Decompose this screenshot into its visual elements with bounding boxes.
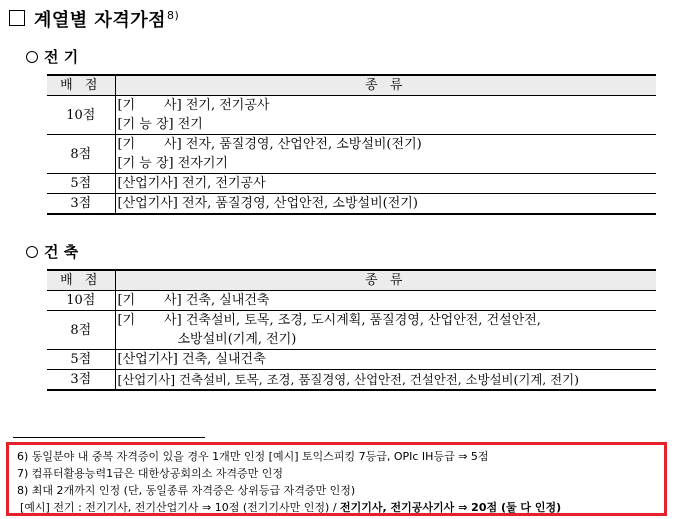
type-line bbox=[118, 135, 655, 154]
circle-bullet-icon bbox=[26, 51, 38, 63]
category-label: [산업기사] bbox=[117, 196, 178, 211]
example-bold: 전기기사, 전기공사기사 ⇒ 20점 (둘 다 인정) bbox=[340, 501, 562, 514]
type-line bbox=[118, 370, 655, 389]
section-heading-text: 전 기 bbox=[44, 48, 79, 66]
header-type: 종 류 bbox=[115, 75, 656, 96]
score-cell: 10점 bbox=[47, 291, 115, 311]
type-cell bbox=[115, 291, 656, 311]
qualification-list: 전기, 전기공사 bbox=[182, 176, 266, 191]
table-row bbox=[47, 291, 656, 311]
qualification-list: 건축설비, 토목, 조경, 품질경영, 산업안전, 건설안전, 소방설비(기계, 전기) bbox=[179, 372, 579, 387]
type-cell bbox=[115, 135, 656, 174]
footnote-6: 6) 동일분야 내 중복 자격증이 있을 경우 1개만 인정 [예시] 토익스피킹 7등급, OPIc IH등급 ⇒ 5점 bbox=[17, 450, 489, 463]
type-line bbox=[118, 311, 655, 330]
score-cell: 5점 bbox=[47, 350, 115, 370]
header-score: 배 점 bbox=[47, 75, 115, 96]
table-row bbox=[47, 194, 656, 215]
qualification-list: 소방설비(기계, 전기) bbox=[177, 332, 297, 347]
type-cell bbox=[115, 370, 656, 391]
type-line-continued bbox=[118, 330, 655, 349]
table-header-row bbox=[47, 270, 656, 291]
type-line bbox=[118, 350, 655, 369]
type-line bbox=[118, 154, 655, 173]
table-row bbox=[47, 370, 656, 391]
qualification-list: 건축설비, 토목, 조경, 도시계획, 품질경영, 산업안전, 건설안전, bbox=[185, 313, 541, 328]
header-score: 배 점 bbox=[47, 270, 115, 291]
score-cell: 3점 bbox=[47, 194, 115, 215]
section-heading-text: 건 축 bbox=[44, 243, 79, 261]
title-footnote-ref: 8) bbox=[166, 9, 180, 22]
qualification-list: 전자, 품질경영, 산업안전, 소방설비(전기) bbox=[185, 137, 422, 152]
type-cell bbox=[115, 311, 656, 350]
architecture-table bbox=[47, 269, 656, 391]
footnote-8: 8) 최대 2개까지 인정 (단, 동일종류 자격증은 상위등급 자격증만 인정) bbox=[17, 484, 356, 497]
qualification-list: 전자기기 bbox=[177, 156, 228, 171]
header-type: 종 류 bbox=[115, 270, 656, 291]
category-label: [산업기사] bbox=[117, 176, 178, 191]
table-row bbox=[47, 350, 656, 370]
table-row bbox=[47, 96, 656, 135]
category-label: [기 사] bbox=[117, 313, 182, 328]
score-cell: 5점 bbox=[47, 174, 115, 194]
category-label: [기 능 장] bbox=[117, 117, 174, 132]
score-cell: 8점 bbox=[47, 135, 115, 174]
section-heading-architecture bbox=[26, 241, 78, 262]
type-line bbox=[118, 174, 655, 193]
type-cell bbox=[115, 96, 656, 135]
type-cell bbox=[115, 194, 656, 215]
qualification-list: 건축, 실내건축 bbox=[185, 293, 270, 308]
page-title bbox=[34, 6, 179, 32]
type-cell bbox=[115, 174, 656, 194]
category-label: [기 능 장] bbox=[117, 156, 174, 171]
category-label: [산업기사] bbox=[117, 352, 178, 367]
category-label: [기 사] bbox=[117, 137, 182, 152]
type-line bbox=[118, 194, 655, 213]
checkbox-icon bbox=[9, 10, 25, 26]
title-row bbox=[9, 6, 179, 32]
category-label: [산업기사] bbox=[117, 372, 176, 387]
example-plain: [예시] 전기 : 전기기사, 전기산업기사 ⇒ 10점 (전기기사만 인정) / bbox=[20, 501, 341, 514]
qualification-list: 건축, 실내건축 bbox=[182, 352, 266, 367]
table-row bbox=[47, 311, 656, 350]
title-text: 계열별 자격가점 bbox=[34, 10, 166, 31]
type-line bbox=[118, 96, 655, 115]
table-header-row bbox=[47, 75, 656, 96]
type-cell bbox=[115, 350, 656, 370]
footnote-example bbox=[17, 499, 664, 516]
category-label: [기 사] bbox=[117, 293, 182, 308]
score-cell: 8점 bbox=[47, 311, 115, 350]
table-row bbox=[47, 135, 656, 174]
score-cell: 3점 bbox=[47, 370, 115, 391]
qualification-list: 전기, 전기공사 bbox=[185, 98, 270, 113]
qualification-list: 전자, 품질경영, 산업안전, 소방설비(전기) bbox=[182, 196, 418, 211]
electric-table bbox=[47, 74, 656, 215]
footnote-divider bbox=[13, 437, 205, 438]
type-line bbox=[118, 291, 655, 310]
type-line bbox=[118, 115, 655, 134]
table-row bbox=[47, 174, 656, 194]
footnote-7: 7) 컴퓨터활용능력1급은 대한상공회의소 자격증만 인정 bbox=[17, 467, 284, 480]
category-label: [기 사] bbox=[117, 98, 182, 113]
circle-bullet-icon bbox=[26, 246, 38, 258]
qualification-list: 전기 bbox=[177, 117, 203, 132]
footnotes-box bbox=[6, 442, 667, 516]
score-cell: 10점 bbox=[47, 96, 115, 135]
section-heading-electric bbox=[26, 46, 78, 67]
